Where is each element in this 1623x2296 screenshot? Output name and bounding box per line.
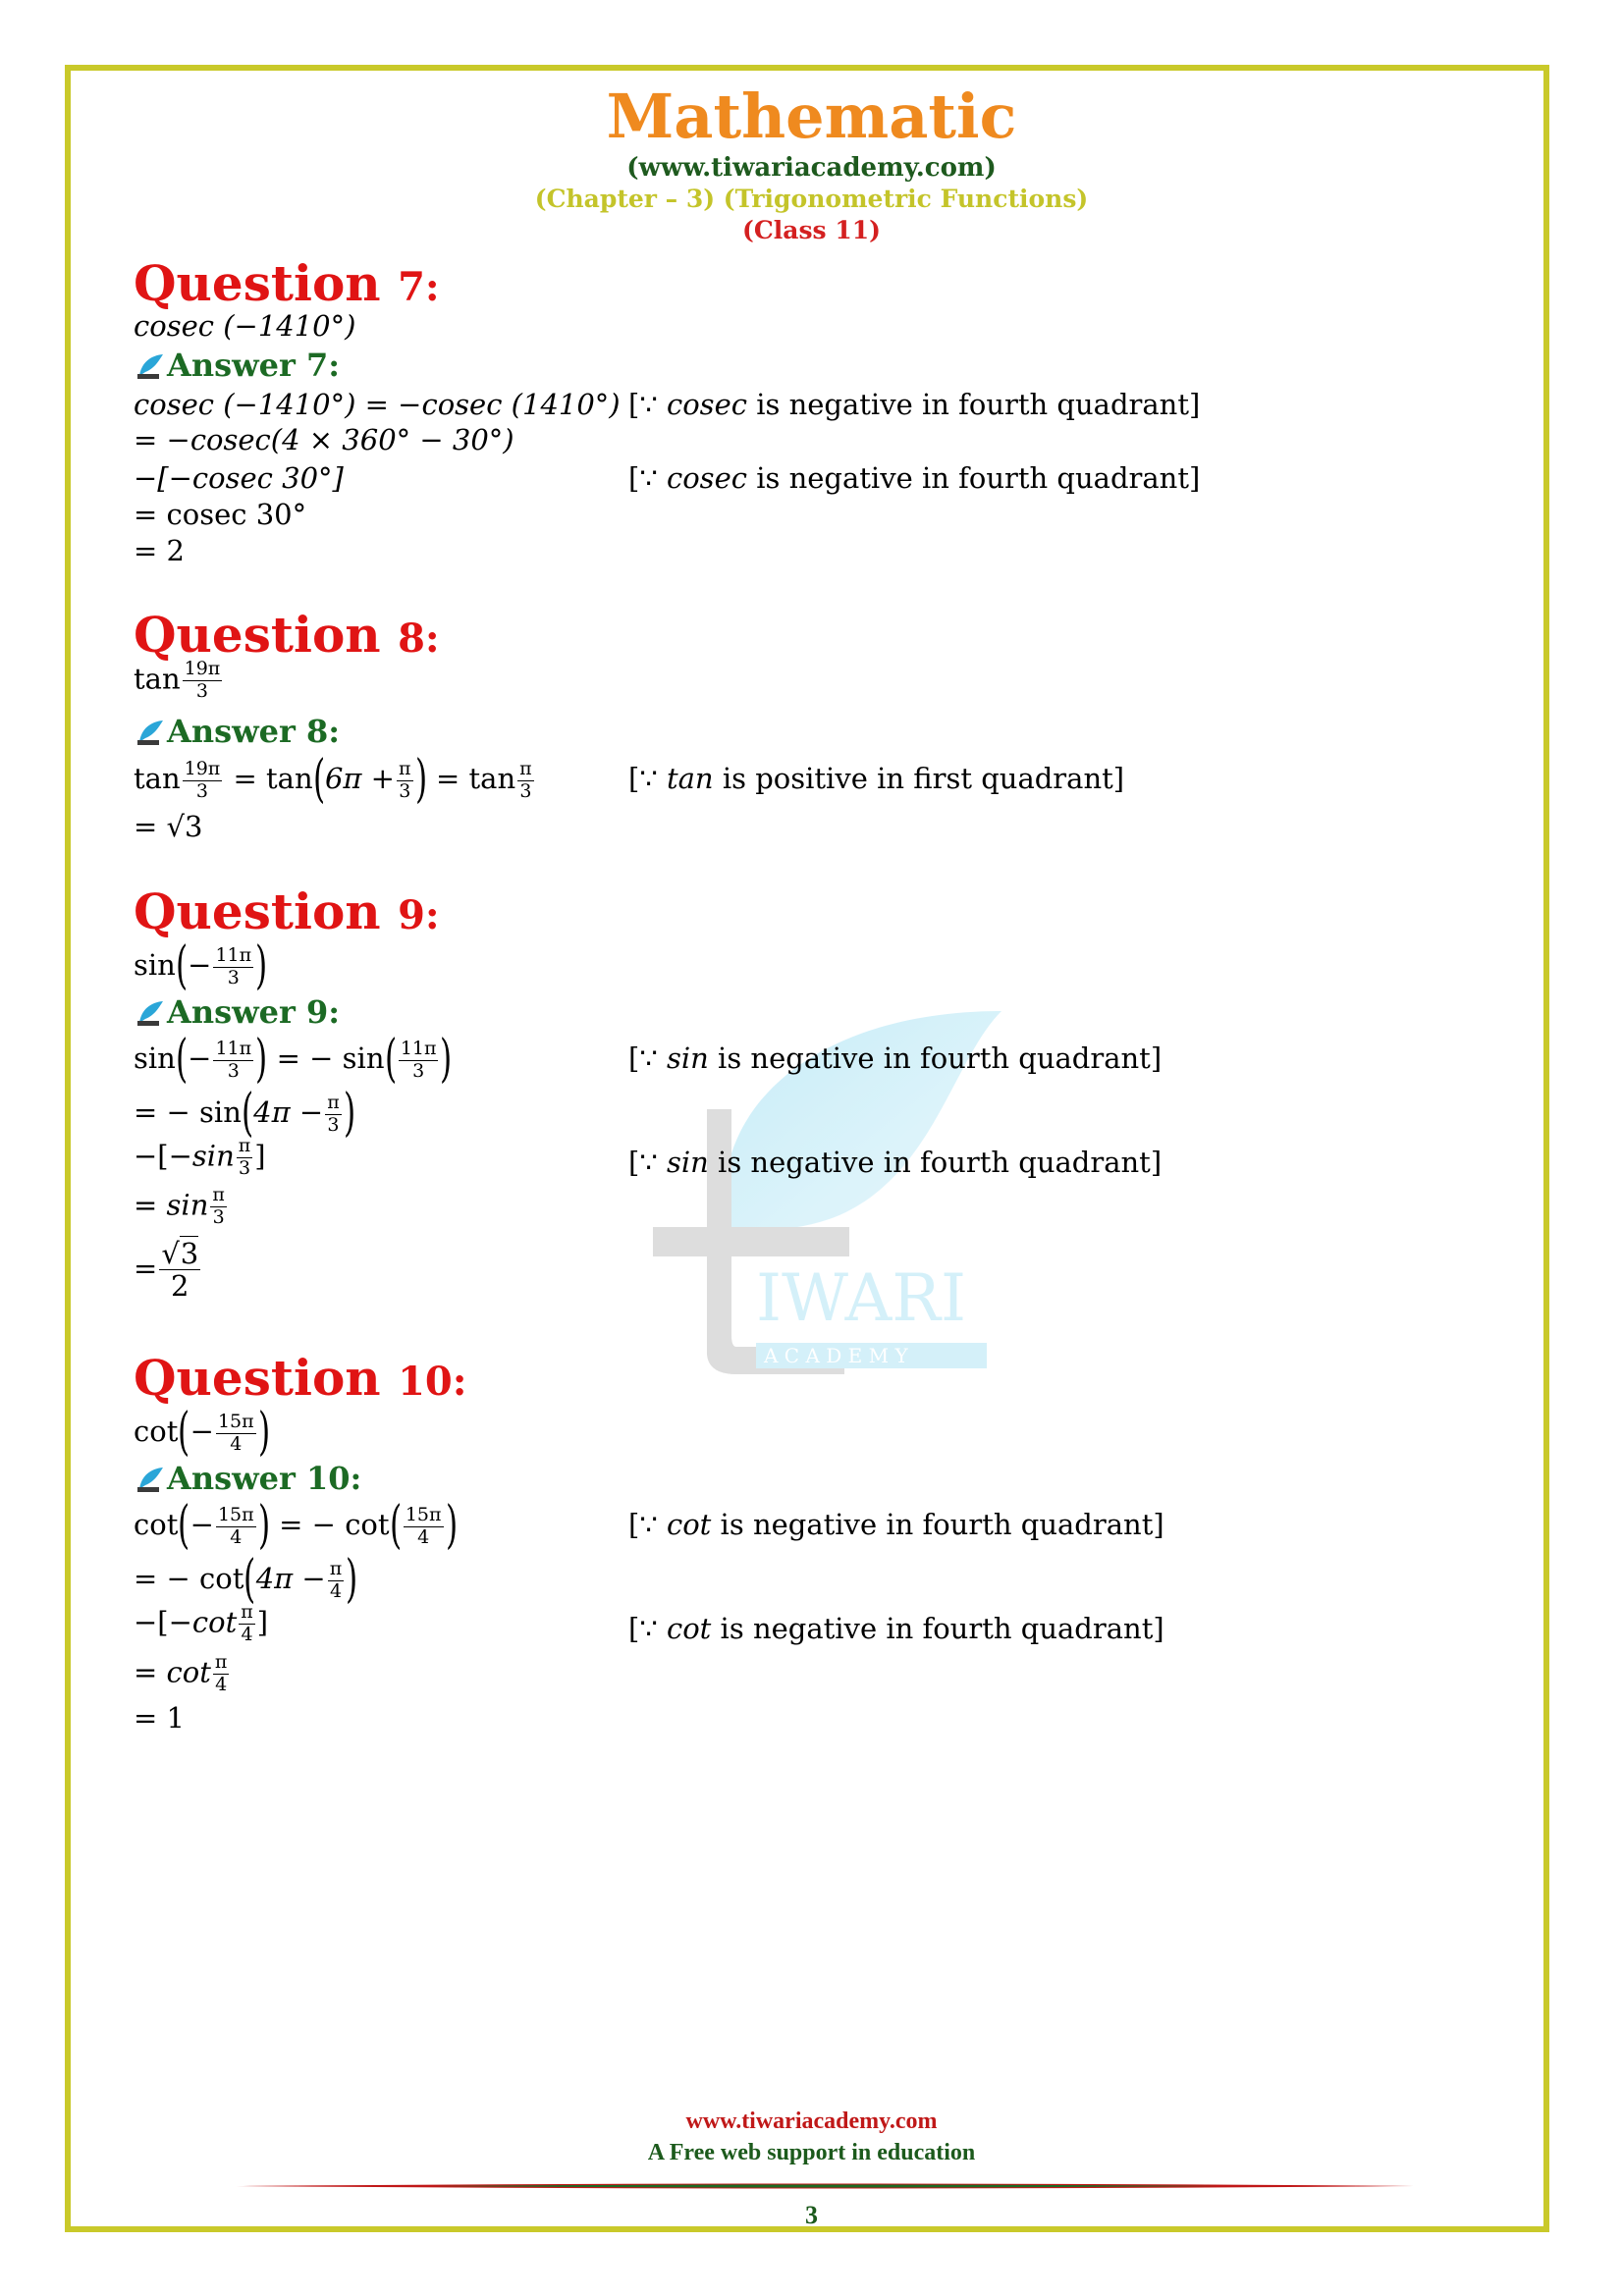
question-8-problem: tan $\frac{19\pi}{3}$ [134, 658, 221, 702]
answer-8-step-1: tan $\frac{19\pi}{3}$ = tan(6π + $\frac{\pi}{3}$ ) = tan $\frac{\pi}{3}$ [134, 750, 532, 809]
answer-7-label: Answer 7: [135, 349, 340, 381]
answer-9-reason-1: [∵ sin is negative in fourth quadrant] [628, 1041, 1163, 1075]
answer-8-reason-1: [∵ tan is positive in first quadrant] [628, 762, 1125, 795]
answer-9-step-2: = − sin(4π − $\frac{\pi}{3}$ ) [134, 1084, 355, 1143]
answer-10-step-2: = − cot(4π − $\frac{\pi}{4}$ ) [134, 1550, 358, 1609]
answer-7-reason-3: [∵ cosec is negative in fourth quadrant] [628, 461, 1201, 495]
question-9-problem: sin(− $\frac{11\pi}{3}$ ) [134, 936, 268, 995]
question-8-heading: Question 8: [134, 606, 440, 664]
answer-10-step-4: = cot $\frac{\pi}{4}$ [134, 1651, 228, 1695]
header-class: (Class 11) [742, 216, 881, 244]
header-chapter: (Chapter – 3) (Trigonometric Functions) [534, 185, 1089, 213]
footer-tagline: A Free web support in education [647, 2140, 976, 2165]
answer-9-step-3: −[−sin $\frac{\pi}{3}$ ] [134, 1135, 266, 1179]
question-7-problem: cosec (−1410°) [134, 309, 356, 343]
answer-7-step-3: −[−cosec 30°] [134, 461, 344, 495]
question-7-heading: Question 7: [134, 254, 440, 312]
answer-8-label: Answer 8: [135, 716, 340, 747]
footer-website: www.tiwariacademy.com [685, 2109, 938, 2134]
answer-9-step-5: = $\frac{√3}{2}$ [134, 1237, 199, 1304]
question-10-problem: cot(− $\frac{15\pi}{4}$ ) [134, 1403, 270, 1462]
answer-7-step-4: = cosec 30° [134, 498, 307, 531]
question-9-heading: Question 9: [134, 882, 440, 940]
answer-10-step-3: −[−cot $\frac{\pi}{4}$ ] [134, 1601, 269, 1645]
answer-9-reason-3: [∵ sin is negative in fourth quadrant] [628, 1146, 1163, 1179]
page-title: Mathematic [606, 80, 1017, 152]
answer-9-label: Answer 9: [135, 996, 340, 1028]
watermark-academy: A C A D E M Y [764, 1344, 908, 1367]
answer-9-step-4: = sin $\frac{\pi}{3}$ [134, 1184, 225, 1228]
footer-divider [236, 2183, 1414, 2189]
answer-7-reason-1: [∵ cosec is negative in fourth quadrant] [628, 388, 1201, 421]
watermark-iwari: IWARI [756, 1260, 967, 1336]
answer-7-step-5: = 2 [134, 534, 185, 567]
answer-10-step-1: cot(− $\frac{15\pi}{4}$ ) = − cot( $\frac{15\pi}{4}$ ) [134, 1496, 458, 1555]
answer-10-label: Answer 10: [135, 1463, 361, 1494]
pen-icon [135, 352, 165, 380]
answer-10-reason-3: [∵ cot is negative in fourth quadrant] [628, 1612, 1164, 1645]
answer-9-step-1: sin(− $\frac{11\pi}{3}$ ) = − sin( $\frac{11\pi}{3}$ ) [134, 1030, 453, 1089]
page-number: 3 [805, 2201, 818, 2229]
pen-icon [135, 719, 165, 746]
header-website: (www.tiwariacademy.com) [626, 153, 997, 183]
answer-7-step-1: cosec (−1410°) = −cosec (1410°) [134, 388, 621, 421]
pen-icon [135, 999, 165, 1027]
question-10-heading: Question 10: [134, 1349, 467, 1407]
answer-7-step-2: = −cosec(4 × 360° − 30°) [134, 423, 514, 456]
answer-10-step-5: = 1 [134, 1701, 185, 1735]
pen-icon [135, 1466, 165, 1493]
answer-10-reason-1: [∵ cot is negative in fourth quadrant] [628, 1508, 1164, 1541]
answer-8-step-2: = √3 [134, 810, 203, 843]
